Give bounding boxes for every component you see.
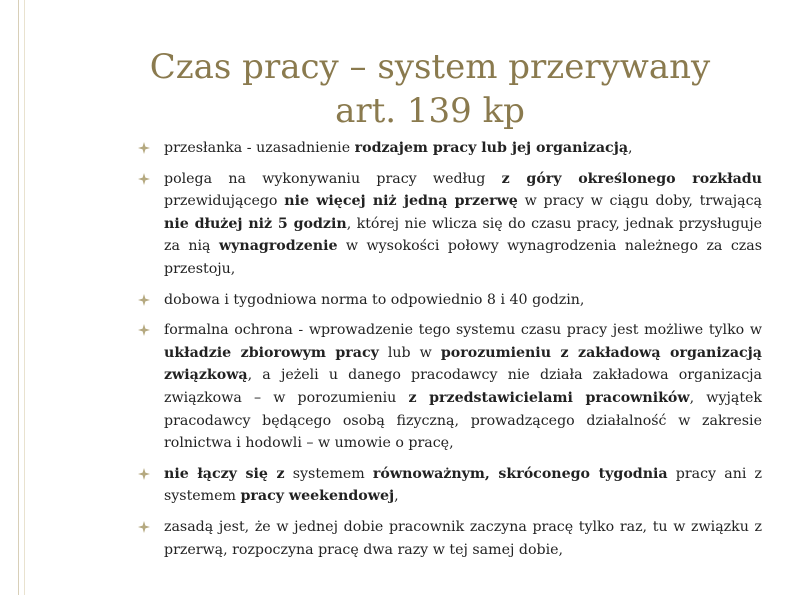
- bullet-text: w wysokości połowy wynagrodzenia należnego za czas przestoju,: [164, 238, 762, 277]
- page-title: [80, 45, 780, 133]
- diamond-cross-icon: [138, 468, 150, 480]
- bullet-text: pracy ani z systemem: [164, 465, 763, 505]
- bullet-text: zasadą jest, że w jednej dobie pracownik zaczyna pracę tylko raz, tu w związku z przerwą, rozpoczyna pracę dwa razy w tej samej dobie,: [164, 518, 762, 558]
- bullet-bold-text: równoważnym, skróconego tygodnia: [372, 465, 668, 482]
- diamond-cross-icon: [138, 173, 150, 185]
- bullet-list: [138, 137, 762, 569]
- bullet-text: ,: [628, 140, 633, 156]
- bullet-bold-text: pracy weekendowej: [240, 488, 395, 505]
- bullet-text: , której nie wlicza się do czasu pracy, jednak przysługuje za nią: [164, 215, 762, 255]
- bullet-bold-text: nie dłużej niż 5 godzin: [164, 215, 347, 232]
- bullet-text: , a jeżeli u danego pracodawcy nie działa zakładowa organizacja związkowa – w porozumieniu: [164, 367, 762, 406]
- diamond-cross-icon: [138, 294, 150, 306]
- title-line-2: art. 139 kp: [335, 90, 525, 131]
- frame-line-outer: [18, 0, 19, 595]
- bullet-text: lub w: [378, 344, 441, 361]
- bullet-text: dobowa i tygodniowa norma to odpowiednio 8 i 40 godzin,: [164, 291, 585, 308]
- bullet-item-przeslanka: [138, 137, 762, 160]
- bullet-text: systemem: [284, 465, 373, 482]
- bullet-bold-text: nie łączy się z: [164, 465, 285, 482]
- diamond-cross-icon: [138, 142, 150, 154]
- bullet-bold-text: porozumieniu z zakładową organizacją związkową: [164, 344, 762, 384]
- diamond-cross-icon: [138, 324, 150, 336]
- bullet-bold-text: z góry określonego rozkładu: [501, 170, 762, 187]
- bullet-item-rozklad: [138, 168, 762, 281]
- bullet-bold-text: wynagrodzenie: [218, 238, 338, 255]
- bullet-text: ,: [394, 488, 399, 505]
- bullet-item-norma: [138, 289, 762, 312]
- bullet-item-zasada: [138, 516, 762, 561]
- bullet-text: formalna ochrona - wprowadzenie tego systemu czasu pracy jest możliwe tylko w: [164, 322, 762, 339]
- bullet-bold-text: nie więcej niż jedną przerwę: [284, 193, 518, 210]
- bullet-bold-text: rodzajem pracy lub jej organizacją: [354, 140, 629, 156]
- frame-line-inner: [24, 0, 25, 595]
- bullet-text: przewidującego: [164, 193, 285, 210]
- diamond-cross-icon: [138, 521, 150, 533]
- title-line-1: Czas pracy – system przerywany: [149, 46, 711, 87]
- bullet-text: przesłanka - uzasadnienie: [164, 140, 355, 156]
- bullet-text: , wyjątek pracodawcy będącego osobą fizyczną, prowadzącego działalność w zakresie rolnictwa i hodowli – w umowie o pracę,: [164, 389, 763, 452]
- bullet-bold-text: układzie zbiorowym pracy: [164, 344, 379, 361]
- bullet-item-laczenie: [138, 463, 762, 508]
- bullet-text: w pracy w ciągu doby, trwającą: [517, 193, 762, 210]
- bullet-bold-text: z przedstawicielami pracowników: [408, 389, 690, 406]
- bullet-text: polega na wykonywaniu pracy według: [164, 170, 502, 187]
- bullet-item-ochrona: [138, 319, 762, 455]
